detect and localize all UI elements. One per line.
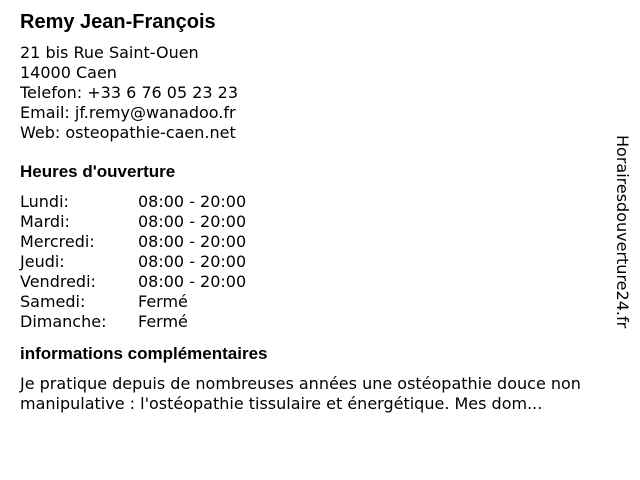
email-text: Email: jf.remy@wanadoo.fr xyxy=(20,103,236,122)
address-street: 21 bis Rue Saint-Ouen xyxy=(20,43,199,62)
hours-row-monday xyxy=(20,192,610,212)
opening-hours-list xyxy=(20,192,610,332)
hours-row-wednesday xyxy=(20,232,610,252)
hours-day: Mardi: xyxy=(20,212,70,231)
hours-time: 08:00 - 20:00 xyxy=(138,252,247,271)
hours-day: Vendredi: xyxy=(20,272,96,291)
opening-hours-heading: Heures d'ouverture xyxy=(20,162,176,181)
hours-row-thursday xyxy=(20,252,610,272)
hours-time: Fermé xyxy=(138,312,188,331)
business-name: Remy Jean-François xyxy=(20,11,216,33)
hours-row-friday xyxy=(20,272,610,292)
hours-time: 08:00 - 20:00 xyxy=(138,232,247,251)
additional-info-text: Je pratique depuis de nombreuses années une ostéopathie douce non manipulative : l'ostéopathie tissulaire et énergétique. Mes dom... xyxy=(20,374,581,413)
hours-row-saturday xyxy=(20,292,610,312)
website-text: Web: osteopathie-caen.net xyxy=(20,123,236,142)
site-watermark-label: Horairesdouverture24.fr xyxy=(613,135,632,329)
hours-day: Jeudi: xyxy=(20,252,65,271)
hours-row-tuesday xyxy=(20,212,610,232)
hours-day: Dimanche: xyxy=(20,312,107,331)
hours-row-sunday xyxy=(20,312,610,332)
hours-time: 08:00 - 20:00 xyxy=(138,212,247,231)
hours-day: Lundi: xyxy=(20,192,69,211)
business-card xyxy=(20,10,610,414)
additional-info-heading: informations complémentaires xyxy=(20,344,268,363)
hours-time: 08:00 - 20:00 xyxy=(138,192,247,211)
hours-day: Samedi: xyxy=(20,292,86,311)
phone-text: Telefon: +33 6 76 05 23 23 xyxy=(20,83,239,102)
hours-time: 08:00 - 20:00 xyxy=(138,272,247,291)
address-city: 14000 Caen xyxy=(20,63,117,82)
hours-day: Mercredi: xyxy=(20,232,95,251)
contact-block xyxy=(20,43,610,143)
hours-time: Fermé xyxy=(138,292,188,311)
